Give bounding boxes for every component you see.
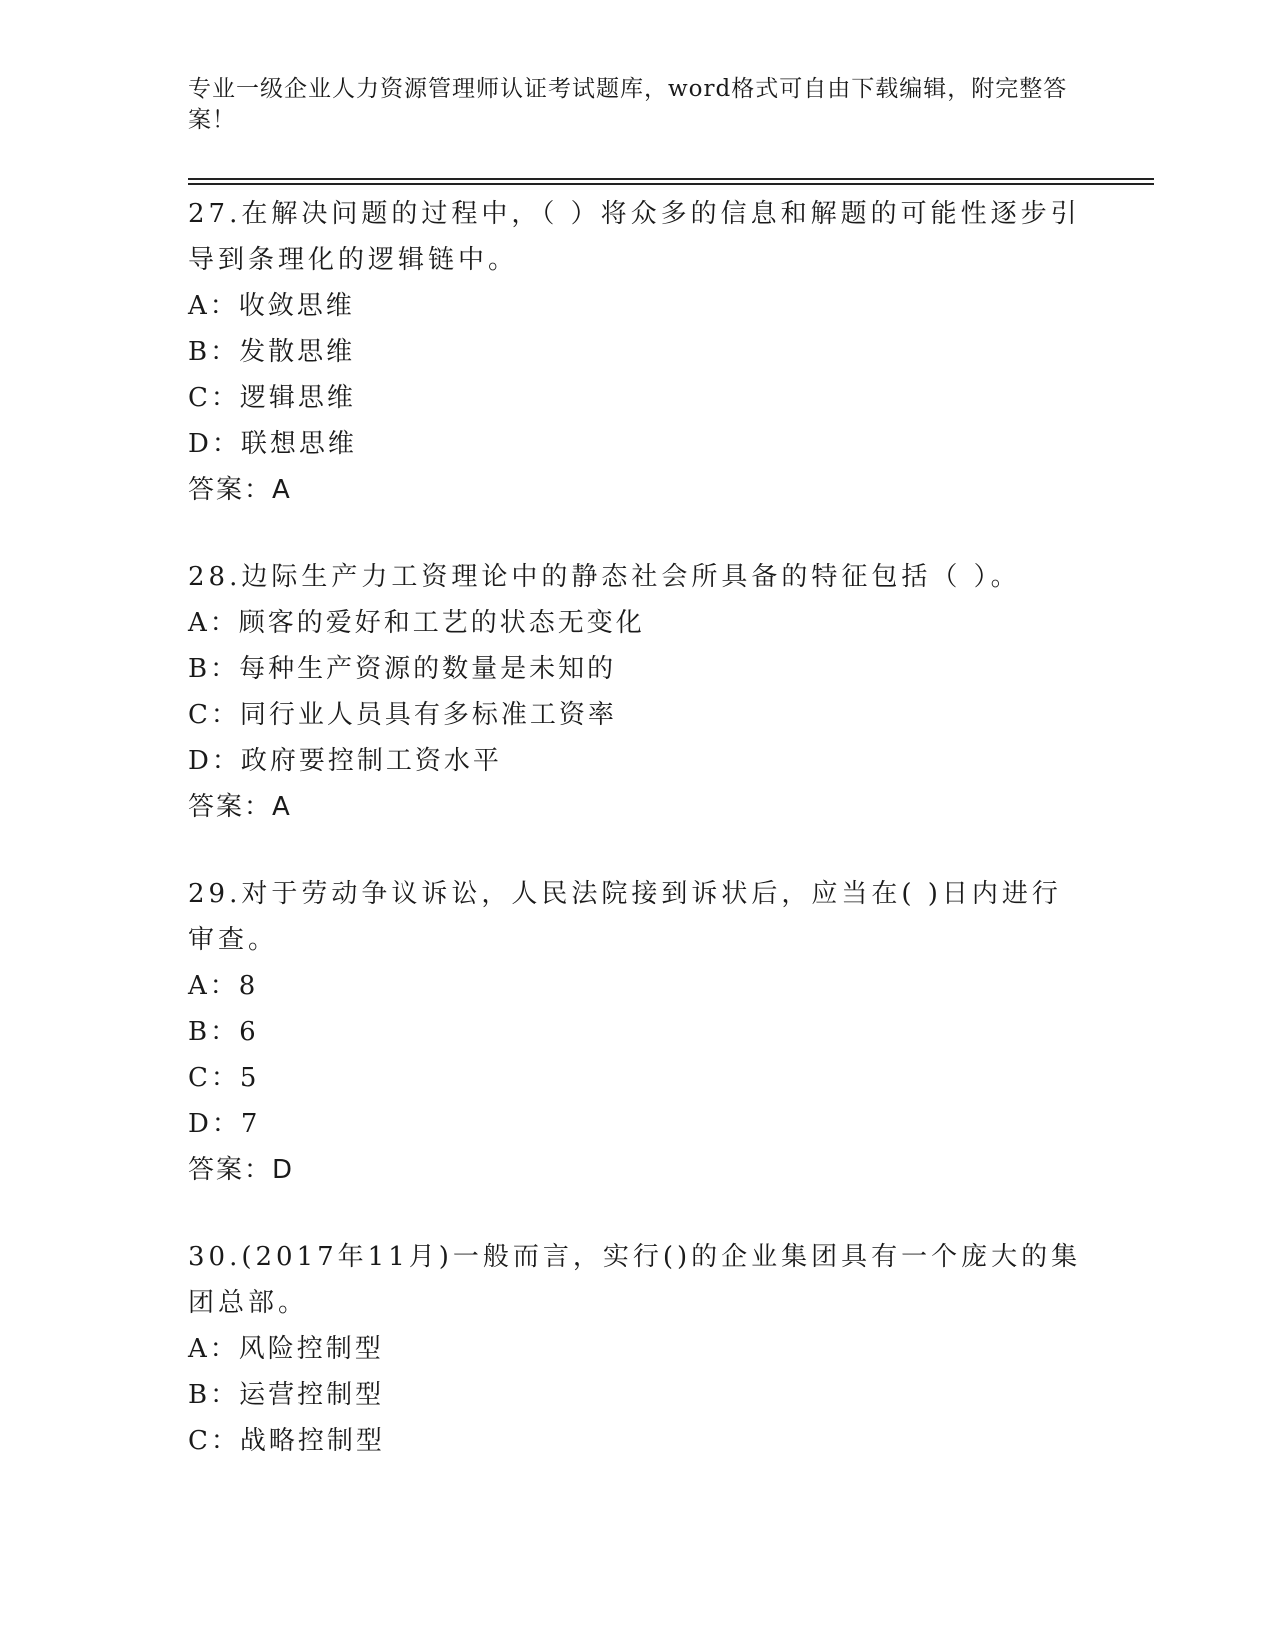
option-b: B：发散思维 xyxy=(188,337,356,367)
option-c: C：5 xyxy=(188,1063,260,1093)
header-divider-bottom xyxy=(188,183,1154,185)
option-a: A：收敛思维 xyxy=(188,291,355,321)
option-b: B：每种生产资源的数量是未知的 xyxy=(188,654,617,684)
option-c: C：逻辑思维 xyxy=(188,383,356,413)
question-28 xyxy=(188,554,1088,830)
option-b: B：运营控制型 xyxy=(188,1380,385,1410)
question-list xyxy=(188,191,1088,1505)
document-header: 专业一级企业人力资源管理师认证考试题库，word格式可自由下载编辑，附完整答案！ xyxy=(188,76,1068,133)
option-c: C：同行业人员具有多标准工资率 xyxy=(188,700,617,730)
header-divider-top xyxy=(188,178,1154,180)
option-a: A：顾客的爱好和工艺的状态无变化 xyxy=(188,608,645,638)
option-a: A：风险控制型 xyxy=(188,1334,384,1364)
option-c: C：战略控制型 xyxy=(188,1426,385,1456)
question-29 xyxy=(188,871,1088,1193)
question-30 xyxy=(188,1234,1088,1464)
option-d: D：联想思维 xyxy=(188,429,357,459)
answer-line: 答案：D xyxy=(188,1155,295,1185)
question-text: 29.对于劳动争议诉讼，人民法院接到诉状后，应当在( )日内进行审查。 xyxy=(188,879,1062,955)
answer-line: 答案：A xyxy=(188,475,292,505)
question-text: 27.在解决问题的过程中，（ ）将众多的信息和解题的可能性逐步引导到条理化的逻辑链中。 xyxy=(188,199,1081,275)
question-27 xyxy=(188,191,1088,513)
question-text: 30.(2017年11月)一般而言，实行()的企业集团具有一个庞大的集团总部。 xyxy=(188,1242,1082,1318)
option-d: D：7 xyxy=(188,1109,261,1139)
option-b: B：6 xyxy=(188,1017,259,1047)
option-d: D：政府要控制工资水平 xyxy=(188,746,502,776)
question-text: 28.边际生产力工资理论中的静态社会所具备的特征包括（ ）。 xyxy=(188,562,1021,592)
option-a: A：8 xyxy=(188,971,259,1001)
answer-line: 答案：A xyxy=(188,792,292,822)
